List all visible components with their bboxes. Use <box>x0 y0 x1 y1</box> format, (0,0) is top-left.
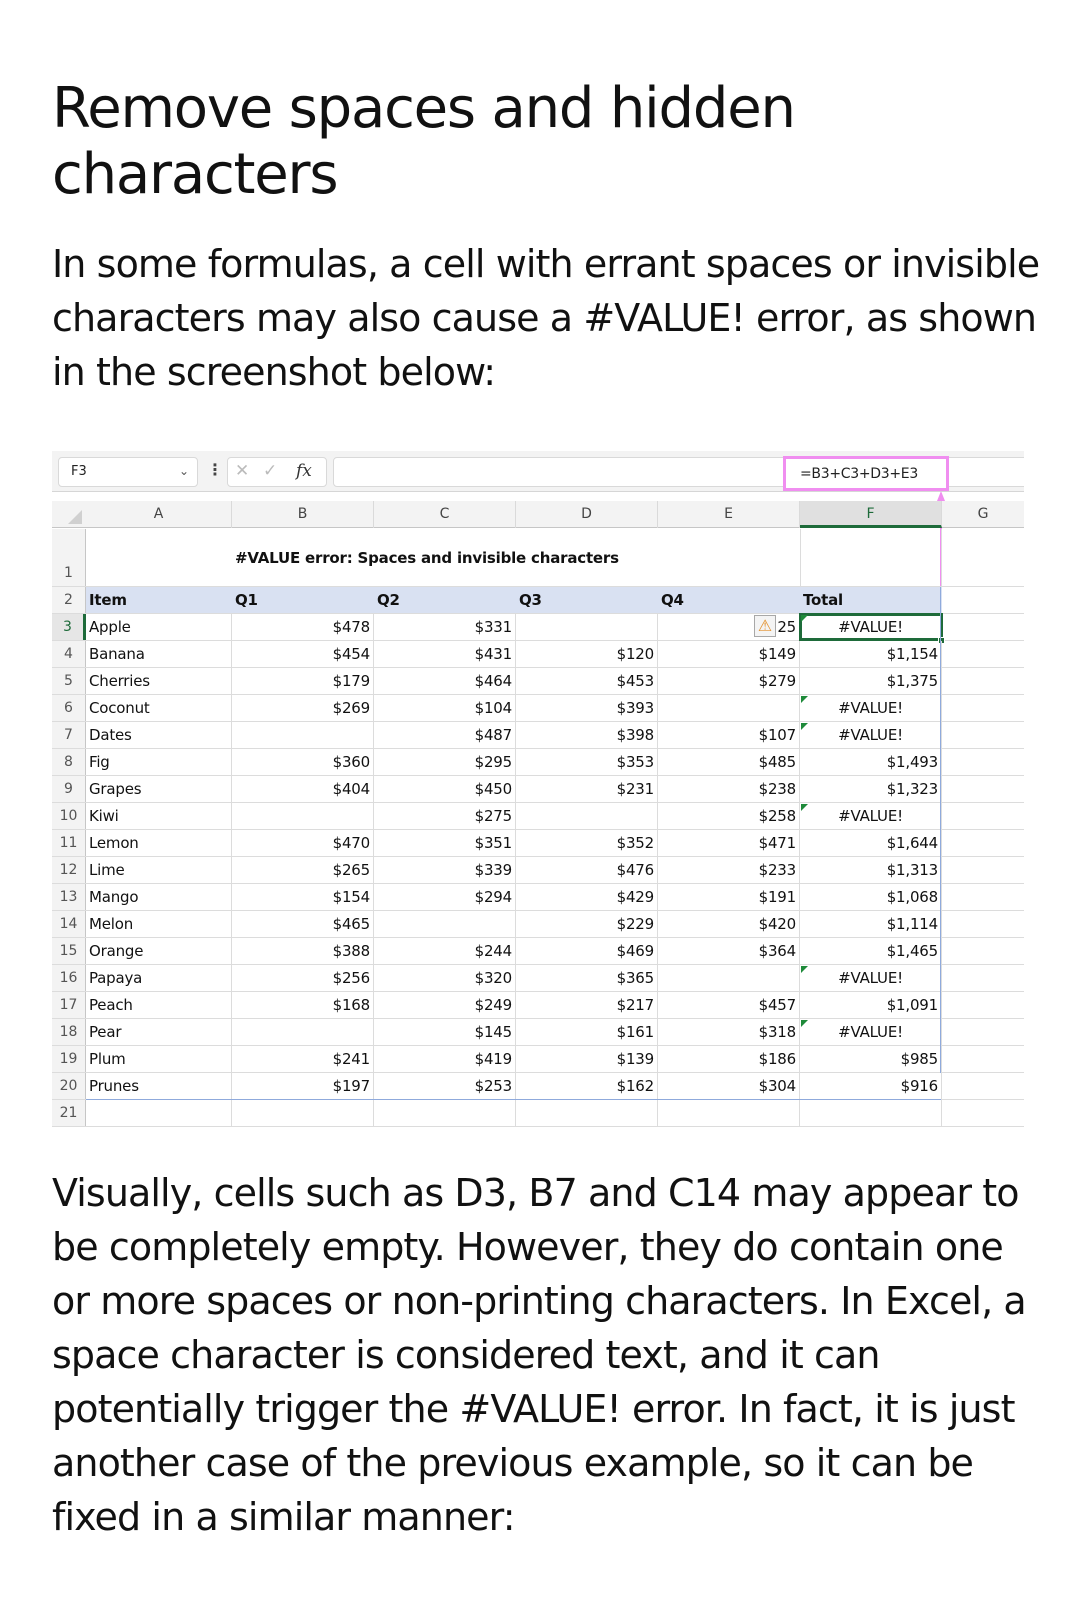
item-cell[interactable] <box>86 722 232 748</box>
cell-value: $454 <box>332 645 370 663</box>
total-cell[interactable] <box>800 911 942 937</box>
column-label-q3[interactable]: Q3 <box>516 587 658 613</box>
title-cell[interactable]: #VALUE error: Spaces and invisible characters <box>235 549 619 567</box>
cell-value: $457 <box>758 996 796 1014</box>
row-header[interactable]: 4 <box>52 641 86 667</box>
row-header[interactable]: 1 <box>52 529 86 586</box>
cell-value: $318 <box>758 1023 796 1041</box>
q1-cell[interactable] <box>232 722 374 748</box>
total-cell[interactable] <box>800 992 942 1018</box>
q3-cell[interactable] <box>516 614 658 640</box>
cell-value: $420 <box>758 915 796 933</box>
item-cell[interactable] <box>86 776 232 802</box>
column-label-q4[interactable]: Q4 <box>658 587 800 613</box>
table-row <box>52 803 1024 830</box>
cell-value: $1,465 <box>886 942 938 960</box>
q4-cell[interactable] <box>658 1073 800 1099</box>
q2-cell[interactable] <box>374 965 516 991</box>
table-row <box>52 529 1024 587</box>
q3-cell[interactable] <box>516 830 658 856</box>
cell-value: $353 <box>616 753 654 771</box>
q1-cell[interactable] <box>232 1073 374 1099</box>
cell-value: $197 <box>332 1077 370 1095</box>
q3-cell[interactable] <box>516 965 658 991</box>
q1-cell[interactable] <box>232 857 374 883</box>
item-cell[interactable] <box>86 911 232 937</box>
cell-value: $1,068 <box>886 888 938 906</box>
cell-value: $351 <box>474 834 512 852</box>
q1-cell[interactable] <box>232 911 374 937</box>
empty-cell[interactable] <box>658 1100 800 1126</box>
item-cell[interactable] <box>86 992 232 1018</box>
row-header[interactable]: 17 <box>52 992 86 1018</box>
cell-value: #VALUE! <box>838 969 903 987</box>
error-indicator-icon <box>801 615 808 622</box>
formula-callout: =B3+C3+D3+E3 <box>783 456 949 491</box>
column-header-row <box>52 501 1024 528</box>
item-cell[interactable] <box>86 965 232 991</box>
total-cell[interactable] <box>800 668 942 694</box>
column-header-f[interactable]: F <box>800 501 942 528</box>
empty-cell[interactable] <box>374 1100 516 1126</box>
header-row <box>52 587 1024 614</box>
q4-cell[interactable] <box>658 938 800 964</box>
cell-value: $249 <box>474 996 512 1014</box>
q1-cell[interactable] <box>232 803 374 829</box>
table-row <box>52 722 1024 749</box>
q3-cell[interactable] <box>516 803 658 829</box>
q4-cell[interactable] <box>658 965 800 991</box>
cell-value: #VALUE! <box>838 699 903 717</box>
table-row <box>52 1046 1024 1073</box>
q2-cell[interactable] <box>374 776 516 802</box>
row-header[interactable]: 6 <box>52 695 86 721</box>
error-indicator-icon <box>801 1020 808 1027</box>
cell-value: $388 <box>332 942 370 960</box>
cell-value: $256 <box>332 969 370 987</box>
formula-buttons <box>227 457 327 487</box>
column-label-q2[interactable]: Q2 <box>374 587 516 613</box>
cell-value: $398 <box>616 726 654 744</box>
q3-cell[interactable] <box>516 776 658 802</box>
cell-f1[interactable] <box>800 529 942 586</box>
cell-value: Pear <box>89 1023 122 1041</box>
column-header-c[interactable]: C <box>374 501 516 528</box>
row-header[interactable]: 2 <box>52 587 86 613</box>
table-row <box>52 857 1024 884</box>
q2-cell[interactable] <box>374 695 516 721</box>
cell-value: $120 <box>616 645 654 663</box>
cell-value: $279 <box>758 672 796 690</box>
total-cell[interactable] <box>800 614 942 640</box>
column-label-total[interactable]: Total <box>800 587 942 613</box>
cell-value: #VALUE! <box>838 1023 903 1041</box>
q1-cell[interactable] <box>232 1046 374 1072</box>
cell-value: $294 <box>474 888 512 906</box>
row-header[interactable]: 21 <box>52 1100 86 1126</box>
table-row <box>52 830 1024 857</box>
cell-value: Coconut <box>89 699 150 717</box>
cell-value: $238 <box>758 780 796 798</box>
q4-cell[interactable] <box>658 668 800 694</box>
cell-value: $485 <box>758 753 796 771</box>
item-cell[interactable] <box>86 830 232 856</box>
item-cell[interactable] <box>86 884 232 910</box>
cell-value: $269 <box>332 699 370 717</box>
cell-value: $464 <box>474 672 512 690</box>
q4-cell[interactable] <box>658 695 800 721</box>
cell-value: $471 <box>758 834 796 852</box>
cell-value: $229 <box>616 915 654 933</box>
column-header-a[interactable]: A <box>86 501 232 528</box>
table-border <box>86 1099 941 1100</box>
total-cell[interactable] <box>800 641 942 667</box>
item-cell[interactable] <box>86 803 232 829</box>
row-header[interactable]: 14 <box>52 911 86 937</box>
q3-cell[interactable] <box>516 641 658 667</box>
cell-value: $168 <box>332 996 370 1014</box>
q4-cell[interactable] <box>658 749 800 775</box>
cancel-icon[interactable]: ✕ <box>235 461 250 481</box>
cell-value: $419 <box>474 1050 512 1068</box>
q3-cell[interactable] <box>516 1073 658 1099</box>
cell-value: $1,154 <box>886 645 938 663</box>
q2-cell[interactable] <box>374 614 516 640</box>
q4-cell[interactable] <box>658 1046 800 1072</box>
item-cell[interactable] <box>86 614 232 640</box>
table-row <box>52 884 1024 911</box>
q1-cell[interactable] <box>232 668 374 694</box>
cell-value: $304 <box>758 1077 796 1095</box>
total-cell[interactable] <box>800 857 942 883</box>
cell-value: $331 <box>474 618 512 636</box>
empty-cell[interactable] <box>516 1100 658 1126</box>
cell-value: $139 <box>616 1050 654 1068</box>
cell-value: $217 <box>616 996 654 1014</box>
row-header[interactable]: 16 <box>52 965 86 991</box>
cell-value: $179 <box>332 672 370 690</box>
item-cell[interactable] <box>86 938 232 964</box>
q4-cell[interactable] <box>658 830 800 856</box>
q2-cell[interactable] <box>374 938 516 964</box>
cell-value: $253 <box>474 1077 512 1095</box>
table-row <box>52 938 1024 965</box>
cell-value: $162 <box>616 1077 654 1095</box>
q1-cell[interactable] <box>232 992 374 1018</box>
cell-value: Lemon <box>89 834 139 852</box>
q2-cell[interactable] <box>374 749 516 775</box>
row-header[interactable]: 15 <box>52 938 86 964</box>
cell-value: $453 <box>616 672 654 690</box>
q4-cell[interactable] <box>658 803 800 829</box>
q2-cell[interactable] <box>374 884 516 910</box>
cell-value: $365 <box>616 969 654 987</box>
row-header[interactable]: 10 <box>52 803 86 829</box>
warning-icon[interactable]: ⚠ <box>754 615 776 637</box>
q4-cell[interactable] <box>658 722 800 748</box>
cell-value: Melon <box>89 915 134 933</box>
q4-cell[interactable] <box>658 1019 800 1045</box>
table-row <box>52 695 1024 722</box>
cell-value: $241 <box>332 1050 370 1068</box>
column-header-g[interactable]: G <box>977 506 989 522</box>
error-indicator-icon <box>801 723 808 730</box>
row-header[interactable]: 11 <box>52 830 86 856</box>
total-cell[interactable] <box>800 938 942 964</box>
cell-value: #VALUE! <box>838 726 903 744</box>
total-cell[interactable] <box>800 695 942 721</box>
cell-value: $1,313 <box>886 861 938 879</box>
row-header[interactable]: 5 <box>52 668 86 694</box>
cell-value: $191 <box>758 888 796 906</box>
cell-value: Peach <box>89 996 133 1014</box>
cell-value: $258 <box>758 807 796 825</box>
intro-paragraph: In some formulas, a cell with errant spaces or invisible characters may also cause a #VALUE! error, as shown in the screenshot below: <box>52 242 1040 394</box>
total-cell[interactable] <box>800 965 942 991</box>
q3-cell[interactable] <box>516 992 658 1018</box>
cell-value: $465 <box>332 915 370 933</box>
table-row <box>52 1100 1024 1127</box>
cell-value: #VALUE! <box>838 807 903 825</box>
cell-value: $161 <box>616 1023 654 1041</box>
q4-cell[interactable] <box>658 911 800 937</box>
total-cell[interactable] <box>800 1073 942 1099</box>
q3-cell[interactable] <box>516 938 658 964</box>
cell-value: $364 <box>758 942 796 960</box>
cell-value: Grapes <box>89 780 142 798</box>
cell-value: $104 <box>474 699 512 717</box>
q4-cell[interactable] <box>658 857 800 883</box>
q4-cell[interactable] <box>658 641 800 667</box>
row-header[interactable]: 3 <box>52 614 86 640</box>
cell-value: $265 <box>332 861 370 879</box>
cell-value: $431 <box>474 645 512 663</box>
cell-value: $429 <box>616 888 654 906</box>
q1-cell[interactable] <box>232 641 374 667</box>
row-header[interactable]: 9 <box>52 776 86 802</box>
q4-cell[interactable] <box>658 614 800 640</box>
explanation-paragraph: Visually, cells such as D3, B7 and C14 may appear to be completely empty. However, they do contain one or more spaces or non-printing characters. In Excel, a space character is considered text, and it can potentially trigger the #VALUE! error. In fact, it is just another case of the previous example, so it can be fixed in a similar manner: <box>52 1171 1026 1539</box>
q2-cell[interactable] <box>374 722 516 748</box>
q3-cell[interactable] <box>516 749 658 775</box>
cell-value: 25 <box>777 618 796 636</box>
q1-cell[interactable] <box>232 749 374 775</box>
q3-cell[interactable] <box>516 668 658 694</box>
column-header-e[interactable]: E <box>658 501 800 528</box>
chevron-down-icon[interactable]: ⌄ <box>178 464 189 478</box>
item-cell[interactable] <box>86 1019 232 1045</box>
row-header[interactable]: 12 <box>52 857 86 883</box>
total-cell[interactable] <box>800 884 942 910</box>
item-cell[interactable] <box>86 641 232 667</box>
total-cell[interactable] <box>800 803 942 829</box>
cell-value: $231 <box>616 780 654 798</box>
cell-value: $145 <box>474 1023 512 1041</box>
column-header-d[interactable]: D <box>516 501 658 528</box>
row-header[interactable]: 8 <box>52 749 86 775</box>
total-cell[interactable] <box>800 776 942 802</box>
q2-cell[interactable] <box>374 1046 516 1072</box>
table-row <box>52 911 1024 938</box>
cell-value: $1,644 <box>886 834 938 852</box>
q1-cell[interactable] <box>232 695 374 721</box>
enter-icon[interactable]: ✓ <box>263 461 278 481</box>
q3-cell[interactable] <box>516 695 658 721</box>
empty-cell[interactable] <box>86 1100 232 1126</box>
cell-value: Fig <box>89 753 110 771</box>
table-row <box>52 1019 1024 1046</box>
row-header[interactable]: 20 <box>52 1073 86 1099</box>
q3-cell[interactable] <box>516 911 658 937</box>
column-label-item[interactable]: Item <box>86 587 232 613</box>
q1-cell[interactable] <box>232 965 374 991</box>
cell-value: $985 <box>900 1050 938 1068</box>
q1-cell[interactable] <box>232 614 374 640</box>
table-row <box>52 776 1024 803</box>
cell-value: $1,091 <box>886 996 938 1014</box>
cell-value: $1,493 <box>886 753 938 771</box>
item-cell[interactable] <box>86 668 232 694</box>
error-indicator-icon <box>801 966 808 973</box>
cell-value: Prunes <box>89 1077 139 1095</box>
cell-value: $339 <box>474 861 512 879</box>
cell-value: $476 <box>616 861 654 879</box>
table-row <box>52 668 1024 695</box>
q1-cell[interactable] <box>232 938 374 964</box>
cell-value: $352 <box>616 834 654 852</box>
total-cell[interactable] <box>800 722 942 748</box>
row-header[interactable]: 19 <box>52 1046 86 1072</box>
cell-value: Cherries <box>89 672 150 690</box>
cell-value: $186 <box>758 1050 796 1068</box>
cell-value: Plum <box>89 1050 126 1068</box>
cell-value: $1,323 <box>886 780 938 798</box>
cell-value: Kiwi <box>89 807 119 825</box>
article-heading: Remove spaces and hidden characters <box>52 76 795 207</box>
cell-value: $244 <box>474 942 512 960</box>
cell-value: $233 <box>758 861 796 879</box>
column-label-q1[interactable]: Q1 <box>232 587 374 613</box>
cell-value: #VALUE! <box>838 618 903 636</box>
table-row <box>52 1073 1024 1100</box>
item-cell[interactable] <box>86 1073 232 1099</box>
cell-value: $275 <box>474 807 512 825</box>
cell-value: $916 <box>900 1077 938 1095</box>
empty-cell[interactable] <box>800 1100 942 1126</box>
q4-cell[interactable] <box>658 776 800 802</box>
cell-value: $320 <box>474 969 512 987</box>
row-header[interactable]: 7 <box>52 722 86 748</box>
cell-value: Banana <box>89 645 145 663</box>
q3-cell[interactable] <box>516 1046 658 1072</box>
q4-cell[interactable] <box>658 884 800 910</box>
cell-value: Mango <box>89 888 139 906</box>
q4-cell[interactable] <box>658 992 800 1018</box>
cell-value: $107 <box>758 726 796 744</box>
q2-cell[interactable] <box>374 641 516 667</box>
table-row <box>52 641 1024 668</box>
cell-value: $450 <box>474 780 512 798</box>
table-row <box>52 749 1024 776</box>
table-row <box>52 992 1024 1019</box>
q2-cell[interactable] <box>374 1073 516 1099</box>
cell-value: $1,375 <box>886 672 938 690</box>
row-header[interactable]: 13 <box>52 884 86 910</box>
q3-cell[interactable] <box>516 857 658 883</box>
item-cell[interactable] <box>86 1046 232 1072</box>
cell-value: Lime <box>89 861 125 879</box>
name-box-value: F3 <box>71 464 87 479</box>
q1-cell[interactable] <box>232 884 374 910</box>
cell-value: $469 <box>616 942 654 960</box>
cell-value: $404 <box>332 780 370 798</box>
select-all-corner[interactable] <box>52 501 86 528</box>
cell-value: $393 <box>616 699 654 717</box>
total-cell[interactable] <box>800 830 942 856</box>
empty-cell[interactable] <box>232 1100 374 1126</box>
error-indicator-icon <box>801 804 808 811</box>
q3-cell[interactable] <box>516 722 658 748</box>
q3-cell[interactable] <box>516 884 658 910</box>
cell-value: Papaya <box>89 969 143 987</box>
table-row <box>52 614 1024 641</box>
excel-screenshot <box>52 451 1024 1129</box>
q3-cell[interactable] <box>516 1019 658 1045</box>
total-cell[interactable] <box>800 1019 942 1045</box>
q2-cell[interactable] <box>374 857 516 883</box>
cell-value: Orange <box>89 942 144 960</box>
cell-value: Apple <box>89 618 131 636</box>
q1-cell[interactable] <box>232 1019 374 1045</box>
name-box[interactable] <box>58 457 198 487</box>
cell-value: $487 <box>474 726 512 744</box>
cell-value: $149 <box>758 645 796 663</box>
total-cell[interactable] <box>800 1046 942 1072</box>
item-cell[interactable] <box>86 749 232 775</box>
cell-value: $1,114 <box>886 915 938 933</box>
q1-cell[interactable] <box>232 830 374 856</box>
table-row <box>52 965 1024 992</box>
cell-value: $478 <box>332 618 370 636</box>
column-header-b[interactable]: B <box>232 501 374 528</box>
cell-value: $295 <box>474 753 512 771</box>
q2-cell[interactable] <box>374 1019 516 1045</box>
q2-cell[interactable] <box>374 668 516 694</box>
q2-cell[interactable] <box>374 803 516 829</box>
cell-a1[interactable] <box>86 529 232 586</box>
item-cell[interactable] <box>86 857 232 883</box>
insert-function-icon[interactable]: fx <box>296 461 312 481</box>
row-header[interactable]: 18 <box>52 1019 86 1045</box>
error-indicator-icon <box>801 696 808 703</box>
cell-value: $154 <box>332 888 370 906</box>
table-border <box>940 587 941 1073</box>
q1-cell[interactable] <box>232 776 374 802</box>
cell-value: $470 <box>332 834 370 852</box>
q2-cell[interactable] <box>374 911 516 937</box>
q2-cell[interactable] <box>374 992 516 1018</box>
q2-cell[interactable] <box>374 830 516 856</box>
cell-value: $360 <box>332 753 370 771</box>
cell-value: Dates <box>89 726 132 744</box>
more-options-icon[interactable]: ⋮ <box>207 460 223 479</box>
item-cell[interactable] <box>86 695 232 721</box>
total-cell[interactable] <box>800 749 942 775</box>
